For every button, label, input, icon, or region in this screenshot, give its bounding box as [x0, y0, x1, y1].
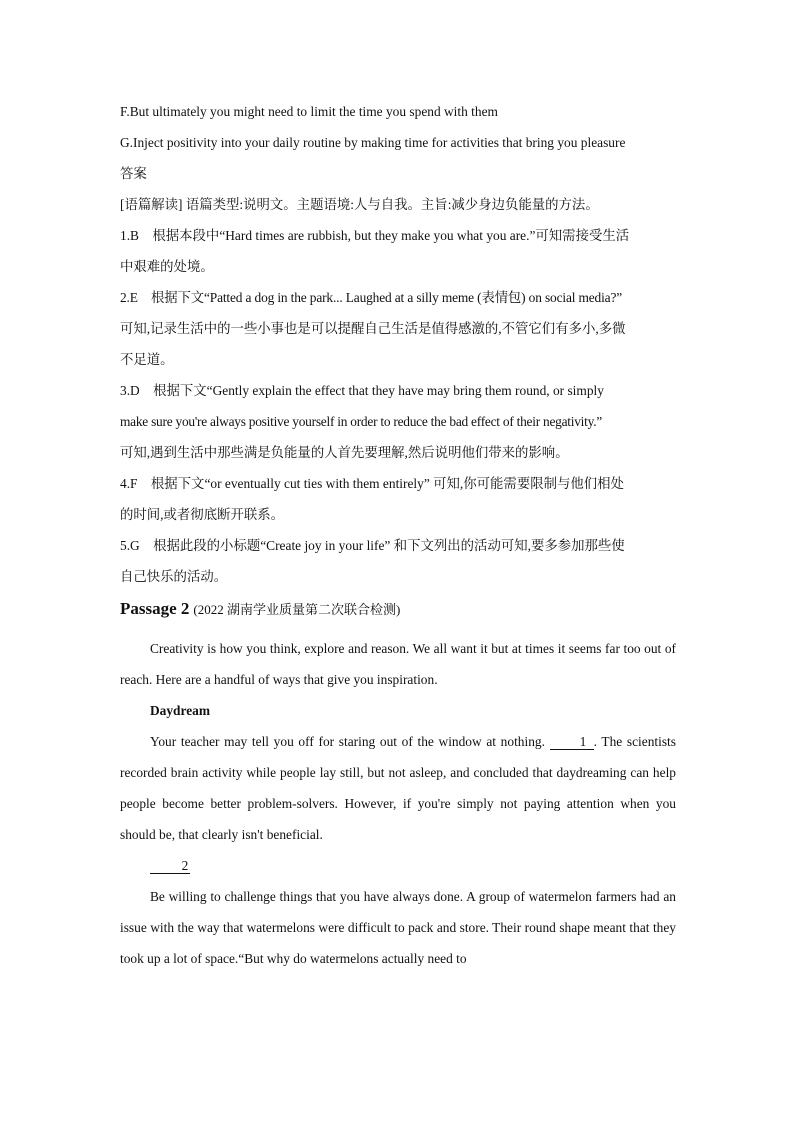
- analysis-item-5-line-2: 自己快乐的活动。: [120, 569, 228, 584]
- analysis-item-2-line-2: 可知,记录生活中的一些小事也是可以提醒自己生活是值得感激的,不管它们有多小,多微: [120, 321, 626, 336]
- passage-number: Passage 2: [120, 599, 190, 618]
- analysis-item-4-line-2: 的时间,或者彻底断开联系。: [120, 507, 285, 522]
- section-heading-daydream: Daydream: [150, 703, 211, 718]
- analysis-intro: [语篇解读] 语篇类型:说明文。主题语境:人与自我。主旨:减少身边负能量的方法。: [120, 197, 599, 212]
- option-f: F.But ultimately you might need to limit the time you spend with them: [120, 104, 498, 119]
- analysis-item-1-line-2: 中艰难的处境。: [120, 259, 214, 274]
- analysis-item-2-line-3: 不足道。: [120, 352, 174, 367]
- analysis-item-3-line-3: 可知,遇到生活中那些满是负能量的人首先要理解,然后说明他们带来的影响。: [120, 445, 569, 460]
- document-page: [120, 96, 676, 974]
- blank-2: 2: [150, 858, 190, 874]
- analysis-item-1-line-1: 1.B 根据本段中“Hard times are rubbish, but they make you what you are.”可知需接受生活: [120, 228, 630, 243]
- analysis-item-4-line-1: 4.F 根据下文“or eventually cut ties with them entirely” 可知,你可能需要限制与他们相处: [120, 476, 624, 491]
- analysis-item-3-line-1: 3.D 根据下文“Gently explain the effect that they have may bring them round, or simply: [120, 383, 604, 398]
- analysis-item-5-line-1: 5.G 根据此段的小标题“Create joy in your life” 和下文列出的活动可知,要多参加那些使: [120, 538, 625, 553]
- analysis-item-2-line-1: 2.E 根据下文“Patted a dog in the park... Laughed at a silly meme (表情包) on social media?”: [120, 290, 623, 305]
- blank-2-line: [120, 850, 676, 881]
- passage-paragraph-1: [120, 726, 676, 850]
- passage-title: [120, 594, 676, 625]
- passage-intro: Creativity is how you think, explore and reason. We all want it but at times it seems far too out of reach. Here are a handful of ways that give you inspiration.: [120, 641, 676, 687]
- analysis-item-3-line-2: make sure you're always positive yourself in order to reduce the bad effect of their negativity.”: [120, 414, 602, 429]
- passage-paragraph-2: Be willing to challenge things that you have always done. A group of watermelon farmers had an issue with the way that watermelons were difficult to pack and store. Their round shape meant that they took up a lot of space.“But why do watermelons actually need to: [120, 889, 676, 966]
- blank-1: 1: [550, 734, 594, 750]
- paragraph-1-text-after: . The scientists recorded brain activity while people lay still, but not asleep, and concluded that daydreaming can help people become better problem-solvers. However, if you're simply not paying attention when you should be, that clearly isn't beneficial.: [120, 734, 676, 842]
- answer-label: 答案: [120, 166, 147, 181]
- passage-source: (2022 湖南学业质量第二次联合检测): [193, 602, 401, 617]
- paragraph-1-text-before: Your teacher may tell you off for staring out of the window at nothing.: [150, 734, 550, 749]
- option-g: G.Inject positivity into your daily routine by making time for activities that bring you pleasure: [120, 135, 626, 150]
